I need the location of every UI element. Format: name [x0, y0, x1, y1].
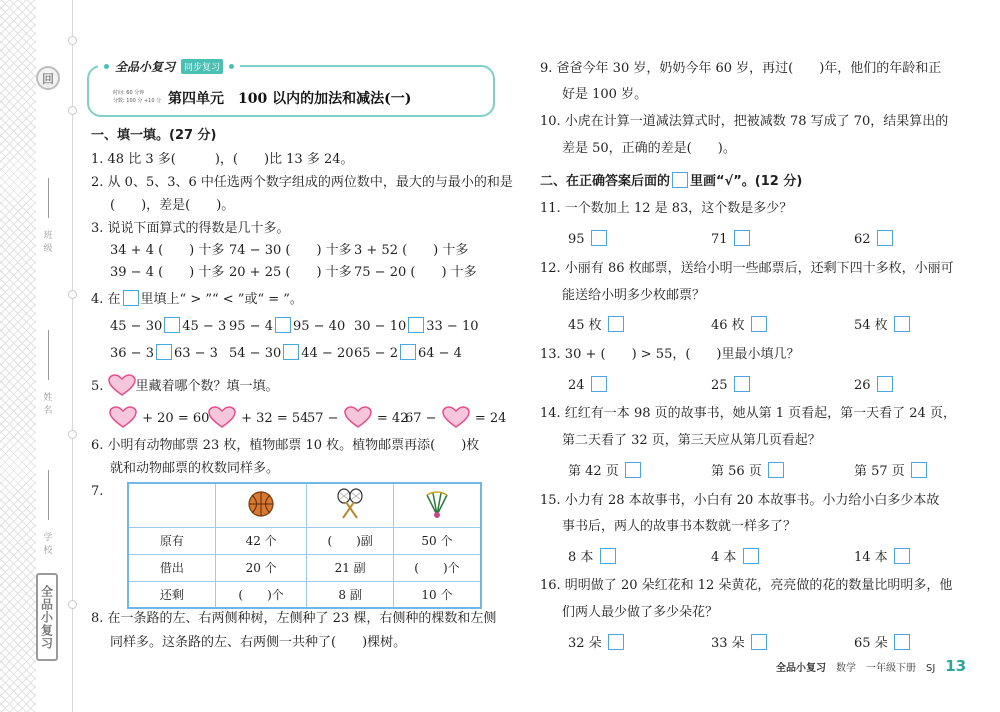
q5-item — [307, 406, 408, 428]
compare-box[interactable] — [408, 317, 424, 333]
heart-icon[interactable] — [441, 406, 471, 428]
option-label: 26 — [854, 378, 871, 393]
table-cell — [307, 483, 394, 527]
compare-box[interactable] — [275, 317, 291, 333]
shuttlecock-icon — [422, 489, 452, 519]
question-7-label: 7. — [91, 484, 104, 499]
question-1: 1. 48 比 3 多( )，( )比 13 多 24。 — [91, 152, 354, 167]
question-16: 16. 明明做了 20 朵红花和 12 朵黄花，亮亮做的花的数量比明明多，他 — [540, 578, 953, 593]
meta-time: 时间: 60 分钟 — [113, 90, 145, 96]
punch-hole — [68, 106, 77, 115]
q5-equation-pre: 67 − — [405, 411, 437, 426]
brand-subtitle: 同步复习 — [181, 59, 223, 74]
name-rule — [48, 470, 49, 520]
option — [854, 316, 912, 335]
check-box[interactable] — [894, 548, 910, 564]
question-14-cont: 第二天看了 32 页，第三天应从第几页看起？ — [562, 433, 821, 448]
table-cell: 50 个 — [393, 527, 481, 554]
option-label: 95 — [568, 232, 585, 247]
punch-hole — [68, 36, 77, 45]
footer-edition: SJ — [926, 663, 936, 674]
option-label: 33 朵 — [711, 636, 745, 651]
option — [711, 376, 752, 395]
option-label: 32 朵 — [568, 636, 602, 651]
q3-item: 39 − 4 ( ) 十多 — [110, 265, 225, 280]
q4-left-expr: 54 − 30 — [229, 346, 282, 361]
heart-icon — [108, 374, 136, 396]
table-cell — [128, 483, 215, 527]
unit-title: 第四单元 100 以内的加法和减法(一) — [168, 91, 412, 107]
q4-compare — [354, 344, 462, 363]
question-3: 3. 说说下面算式的得数是几十多。 — [91, 221, 290, 236]
q5-item — [405, 406, 506, 428]
q4-compare — [229, 317, 345, 336]
option-label: 65 朵 — [854, 636, 888, 651]
q5-prefix: 5. — [91, 379, 104, 394]
table-row — [128, 527, 481, 554]
q5-equation: + 32 = 54 — [241, 411, 309, 426]
option — [854, 462, 929, 481]
option — [854, 634, 912, 653]
heart-icon[interactable] — [343, 406, 373, 428]
school-label: 学校 — [43, 533, 53, 556]
question-2-cont: ( )，差是( )。 — [110, 198, 235, 213]
question-15: 15. 小力有 28 本故事书，小白有 20 本故事书。小力给小白多少本故 — [540, 493, 940, 508]
option-label: 第 57 页 — [854, 464, 905, 479]
punch-hole — [68, 430, 77, 439]
check-box[interactable] — [608, 316, 624, 332]
option — [711, 548, 761, 567]
binding-strip — [0, 0, 88, 712]
q3-item: 3 + 52 ( ) 十多 — [354, 243, 469, 258]
q4-left-expr: 65 − 2 — [354, 346, 398, 361]
check-box[interactable] — [877, 230, 893, 246]
compare-box[interactable] — [400, 344, 416, 360]
binding-pattern — [0, 0, 36, 712]
option — [568, 634, 626, 653]
question-9-cont: 好是 100 岁。 — [562, 87, 648, 102]
question-10-cont: 差是 50，正确的差是( )。 — [562, 141, 736, 156]
option-label: 8 本 — [568, 550, 594, 565]
section2-prefix: 二、在正确答案后面的 — [540, 174, 671, 189]
q3-item: 34 + 4 ( ) 十多 — [110, 243, 225, 258]
option-label: 4 本 — [711, 550, 737, 565]
table-cell[interactable]: ( )个 — [215, 581, 307, 608]
compare-box[interactable] — [283, 344, 299, 360]
q4-right-expr: 33 − 10 — [426, 319, 479, 334]
name-rule — [48, 330, 49, 380]
check-box[interactable] — [600, 548, 616, 564]
check-box[interactable] — [768, 462, 784, 478]
option — [711, 634, 769, 653]
check-box[interactable] — [894, 316, 910, 332]
question-13: 13. 30 + ( ) > 55，( )里最小填几？ — [540, 347, 800, 362]
q4-suffix: 里填上“ > ”“ < ”或“ = ”。 — [140, 292, 303, 307]
check-box[interactable] — [734, 230, 750, 246]
q3-item: 75 − 20 ( ) 十多 — [354, 265, 477, 280]
check-box[interactable] — [591, 376, 607, 392]
option-label: 71 — [711, 232, 728, 247]
check-box[interactable] — [625, 462, 641, 478]
table-cell: 21 副 — [307, 554, 394, 581]
option — [568, 462, 643, 481]
option — [711, 462, 786, 481]
heart-icon[interactable] — [108, 406, 138, 428]
table-row — [128, 581, 481, 608]
check-box[interactable] — [894, 634, 910, 650]
q3-item: 20 + 25 ( ) 十多 — [229, 265, 352, 280]
q3-item: 74 − 30 ( ) 十多 — [229, 243, 352, 258]
binding-brand — [36, 573, 58, 661]
option-label: 第 56 页 — [711, 464, 762, 479]
q4-right-expr: 45 − 3 — [182, 319, 227, 334]
brand-tag — [98, 58, 240, 74]
q4-right-expr: 64 − 4 — [417, 346, 462, 361]
option-label: 54 枚 — [854, 318, 888, 333]
exam-meta — [113, 89, 161, 105]
page-number: 13 — [945, 657, 967, 675]
q5-equation: = 24 — [474, 411, 507, 426]
q4-prefix: 4. 在 — [91, 292, 121, 307]
table-cell: 10 个 — [393, 581, 481, 608]
check-box[interactable] — [877, 376, 893, 392]
option-label: 62 — [854, 232, 871, 247]
answer-box — [123, 290, 139, 306]
table-cell[interactable]: ( )副 — [307, 527, 394, 554]
check-box[interactable] — [751, 316, 767, 332]
q4-left-expr: 30 − 10 — [354, 319, 407, 334]
compare-box[interactable] — [156, 344, 172, 360]
footer-subject: 数学 — [836, 663, 856, 674]
heart-icon[interactable] — [207, 406, 237, 428]
q7-table — [127, 482, 482, 609]
q4-right-expr: 95 − 40 — [292, 319, 346, 334]
check-box[interactable] — [608, 634, 624, 650]
q4-compare — [110, 317, 226, 336]
option — [711, 316, 769, 335]
option-label: 46 枚 — [711, 318, 745, 333]
table-cell[interactable]: ( )个 — [393, 554, 481, 581]
option-label: 24 — [568, 378, 585, 393]
q4-right-expr: 63 − 3 — [173, 346, 218, 361]
section-title-2 — [540, 172, 802, 191]
option — [854, 376, 895, 395]
q4-compare — [354, 317, 479, 336]
option — [854, 230, 895, 249]
q4-left-expr: 95 − 4 — [229, 319, 273, 334]
option — [568, 230, 609, 249]
question-8: 8. 在一条路的左、右两侧种树，左侧种了 23 棵，右侧种的棵数和左侧 — [91, 611, 497, 626]
table-cell: 42 个 — [215, 527, 307, 554]
basketball-icon — [247, 490, 275, 518]
section-title-1: 一、填一填。(27 分) — [91, 128, 217, 143]
option-label: 14 本 — [854, 550, 888, 565]
option — [568, 376, 609, 395]
option — [568, 316, 626, 335]
brand-logo: 全品小复习 — [115, 59, 176, 74]
question-14: 14. 红红有一本 98 页的故事书，她从第 1 页看起，第一天看了 24 页， — [540, 406, 956, 421]
option — [711, 230, 752, 249]
question-12: 12. 小丽有 86 枚邮票，送给小明一些邮票后，还剩下四十多枚，小丽可 — [540, 261, 954, 276]
dot-icon — [229, 64, 234, 69]
table-cell — [393, 483, 481, 527]
class-label: 班级 — [43, 231, 53, 254]
question-5 — [91, 374, 279, 396]
table-cell: 原有 — [128, 527, 215, 554]
answer-box — [672, 172, 688, 188]
q5-item — [207, 406, 308, 428]
table-cell: 20 个 — [215, 554, 307, 581]
meta-score: 分数: 100 分 +10 分 — [113, 98, 162, 104]
page-footer — [776, 657, 966, 675]
table-cell: 借出 — [128, 554, 215, 581]
option — [568, 548, 618, 567]
question-15-cont: 事书后，两人的故事书本数就一样多了？ — [562, 519, 797, 534]
check-box[interactable] — [743, 548, 759, 564]
footer-brand: 全品小复习 — [776, 663, 826, 674]
name-rule — [48, 178, 49, 218]
option-label: 45 枚 — [568, 318, 602, 333]
badminton-racket-icon — [335, 488, 365, 520]
q5-item — [108, 406, 209, 428]
option-label: 25 — [711, 378, 728, 393]
question-10: 10. 小虎在计算一道减法算式时，把被减数 78 写成了 70，结果算出的 — [540, 114, 949, 129]
q5-equation-pre: 57 − — [307, 411, 339, 426]
question-12-cont: 能送给小明多少枚邮票？ — [562, 288, 706, 303]
q5-suffix: 里藏着哪个数？填一填。 — [135, 379, 279, 394]
q4-left-expr: 45 − 30 — [110, 319, 163, 334]
q5-equation: = 42 — [376, 411, 409, 426]
check-box[interactable] — [751, 634, 767, 650]
check-box[interactable] — [911, 462, 927, 478]
binding-badge: 回 — [36, 66, 60, 90]
check-box[interactable] — [591, 230, 607, 246]
question-2: 2. 从 0、5、3、6 中任选两个数字组成的两位数中，最大的与最小的和是 — [91, 175, 513, 190]
question-11: 11. 一个数加上 12 是 83，这个数是多少？ — [540, 201, 793, 216]
table-row — [128, 554, 481, 581]
question-4 — [91, 290, 303, 309]
question-9: 9. 爸爸今年 30 岁，奶奶今年 60 岁，再过( )年，他们的年龄和正 — [540, 61, 942, 76]
question-8-cont: 同样多。这条路的左、右两侧一共种了( )棵树。 — [110, 635, 407, 650]
question-16-cont: 们两人最少做了多少朵花？ — [562, 605, 719, 620]
q4-compare — [229, 344, 354, 363]
punch-hole — [68, 600, 77, 609]
q4-left-expr: 36 − 3 — [110, 346, 154, 361]
dot-icon — [104, 64, 109, 69]
question-6: 6. 小明有动物邮票 23 枚，植物邮票 10 枚。植物邮票再添( )枚 — [91, 438, 480, 453]
binding-brand-text: 全品小复习 — [39, 584, 54, 650]
name-label: 姓名 — [43, 393, 53, 416]
check-box[interactable] — [734, 376, 750, 392]
table-cell: 8 副 — [307, 581, 394, 608]
option-label: 第 42 页 — [568, 464, 619, 479]
option — [854, 548, 912, 567]
table-cell — [215, 483, 307, 527]
section2-suffix: 里画“√”。(12 分) — [690, 174, 803, 189]
punch-hole — [68, 290, 77, 299]
table-row — [128, 483, 481, 527]
q5-equation: + 20 = 60 — [142, 411, 210, 426]
q4-right-expr: 44 − 20 — [301, 346, 354, 361]
question-6-cont: 就和动物邮票的枚数同样多。 — [110, 461, 280, 476]
compare-box[interactable] — [164, 317, 180, 333]
q4-compare — [110, 344, 218, 363]
footer-grade: 一年级下册 — [866, 663, 916, 674]
table-cell: 还剩 — [128, 581, 215, 608]
